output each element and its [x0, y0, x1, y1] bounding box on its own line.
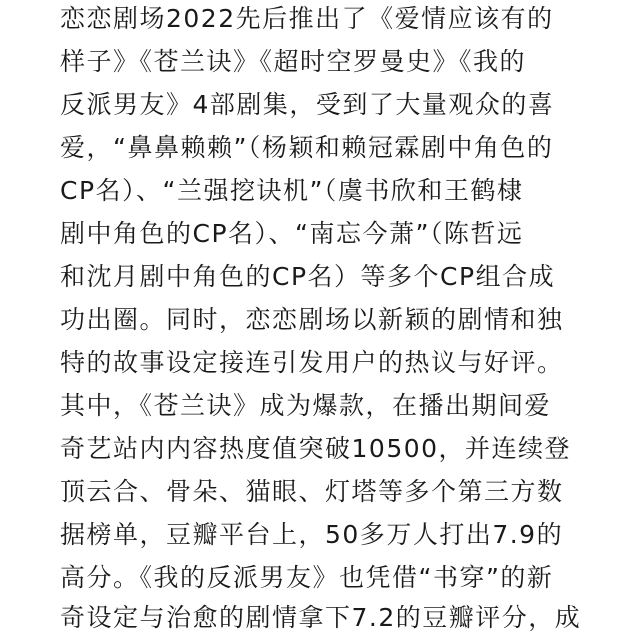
text-line: 和沈月剧中角色的CP名）等多个CP组合成 [60, 262, 556, 291]
text-line: 其中，《苍兰诀》成为爆款，在播出期间爱 [60, 391, 552, 420]
text-line: 恋恋剧场2022先后推出了《爱情应该有的 [60, 4, 554, 33]
text-line: 高分。《我的反派男友》也凭借“书穿”的新 [60, 563, 554, 592]
text-line: 爱，“鼻鼻赖赖”（杨颖和赖冠霖剧中角色的 [60, 133, 554, 162]
text-line: 奇设定与治愈的剧情拿下7.2的豆瓣评分，成 [60, 603, 582, 632]
text-line: 据榜单，豆瓣平台上，50多万人打出7.9的 [60, 520, 564, 549]
text-line: CP名）、“兰强挖诀机”（虞书欣和王鹤棣 [60, 176, 524, 205]
text-line: 样子》《苍兰诀》《超时空罗曼史》《我的 [60, 47, 527, 76]
text-line: 奇艺站内内容热度值突破10500，并连续登 [60, 434, 572, 463]
text-line: 顶云合、骨朵、猫眼、灯塔等多个第三方数 [60, 477, 564, 506]
text-line: 功出圈。同时，恋恋剧场以新颖的剧情和独 [60, 305, 564, 334]
text-line: 特的故事设定接连引发用户的热议与好评。 [60, 348, 564, 377]
text-line: 反派男友》4部剧集，受到了大量观众的喜 [60, 90, 555, 119]
text-line: 剧中角色的CP名）、“南忘今萧”（陈哲远 [60, 219, 524, 248]
